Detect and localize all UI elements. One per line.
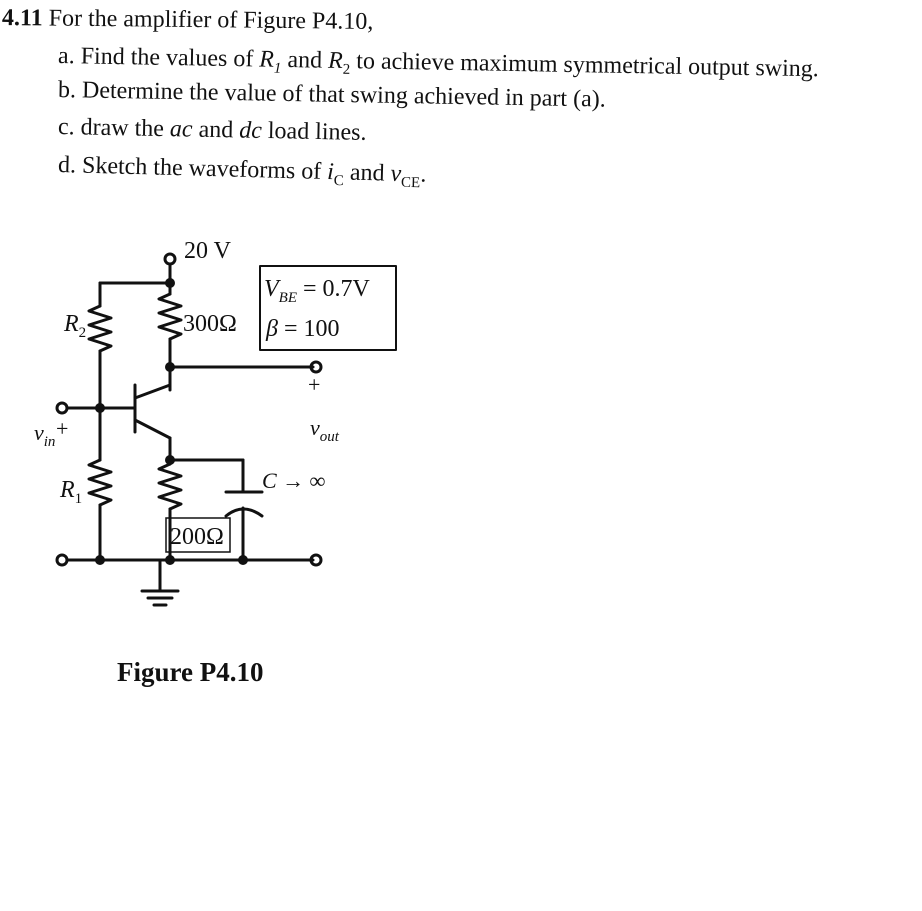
vout-label: $v_{out}$ (310, 415, 339, 445)
bjt-collector (135, 385, 170, 398)
beta-label: β = 100 (266, 316, 340, 342)
part-a-r1: R (259, 46, 275, 73)
part-c-prefix: c. draw the (57, 114, 171, 143)
problem-intro: For the amplifier of Figure P4.10, (48, 5, 374, 35)
rc-resistor (159, 294, 181, 339)
part-c-mid: and (192, 116, 240, 144)
vbe-label: $V_{BE} = 0.7V$ (264, 276, 370, 306)
vin-plus-label: + (56, 416, 69, 441)
rc-label: 300Ω (183, 311, 237, 337)
part-d-suffix: . (420, 161, 427, 188)
r1-label: $R_1$ (60, 477, 83, 507)
bjt-emitter (135, 420, 170, 438)
re-label: 200Ω (170, 524, 224, 550)
supply-label: 20 V (184, 238, 231, 264)
part-d-mid: and (343, 159, 391, 187)
part-b-text: b. Determine the value of that swing achieved in part (a). (57, 77, 606, 113)
vout-minus-terminal (311, 555, 321, 565)
part-a-prefix: a. Find the values of (57, 43, 260, 73)
part-d-prefix: d. Sketch the waveforms of (57, 152, 328, 186)
vout-plus-label: + (308, 372, 321, 397)
vin-minus-terminal (57, 555, 67, 565)
part-d-vce-sub: CE (400, 174, 421, 192)
part-d-ic-sub: C (333, 173, 344, 190)
part-d-vce: v (390, 160, 402, 187)
vout-plus-terminal (311, 362, 321, 372)
r2-resistor (89, 306, 111, 351)
re-resistor (159, 464, 181, 509)
part-a-r1-sub: 1 (273, 60, 282, 77)
vin-plus-terminal (57, 403, 67, 413)
figure-caption: Figure P4.10 (117, 657, 264, 687)
r2-label: $R_2$ (64, 311, 87, 341)
vin-label: $v_{in}$ (34, 420, 56, 450)
part-a-mid: and (281, 46, 329, 74)
part-c-ac: ac (169, 116, 193, 143)
part-a-r2: R (327, 47, 344, 74)
problem-number: 4.11 (1, 5, 43, 32)
r1-resistor (89, 460, 111, 505)
part-c-suffix: load lines. (261, 117, 367, 146)
part-a-r2-sub: 2 (342, 61, 351, 78)
part-c-dc: dc (238, 117, 263, 144)
cap-label: C → ∞ (262, 468, 326, 493)
part-d-ic: i (326, 159, 335, 186)
part-a-suffix: to achieve maximum symmetrical output swing. (350, 48, 820, 83)
